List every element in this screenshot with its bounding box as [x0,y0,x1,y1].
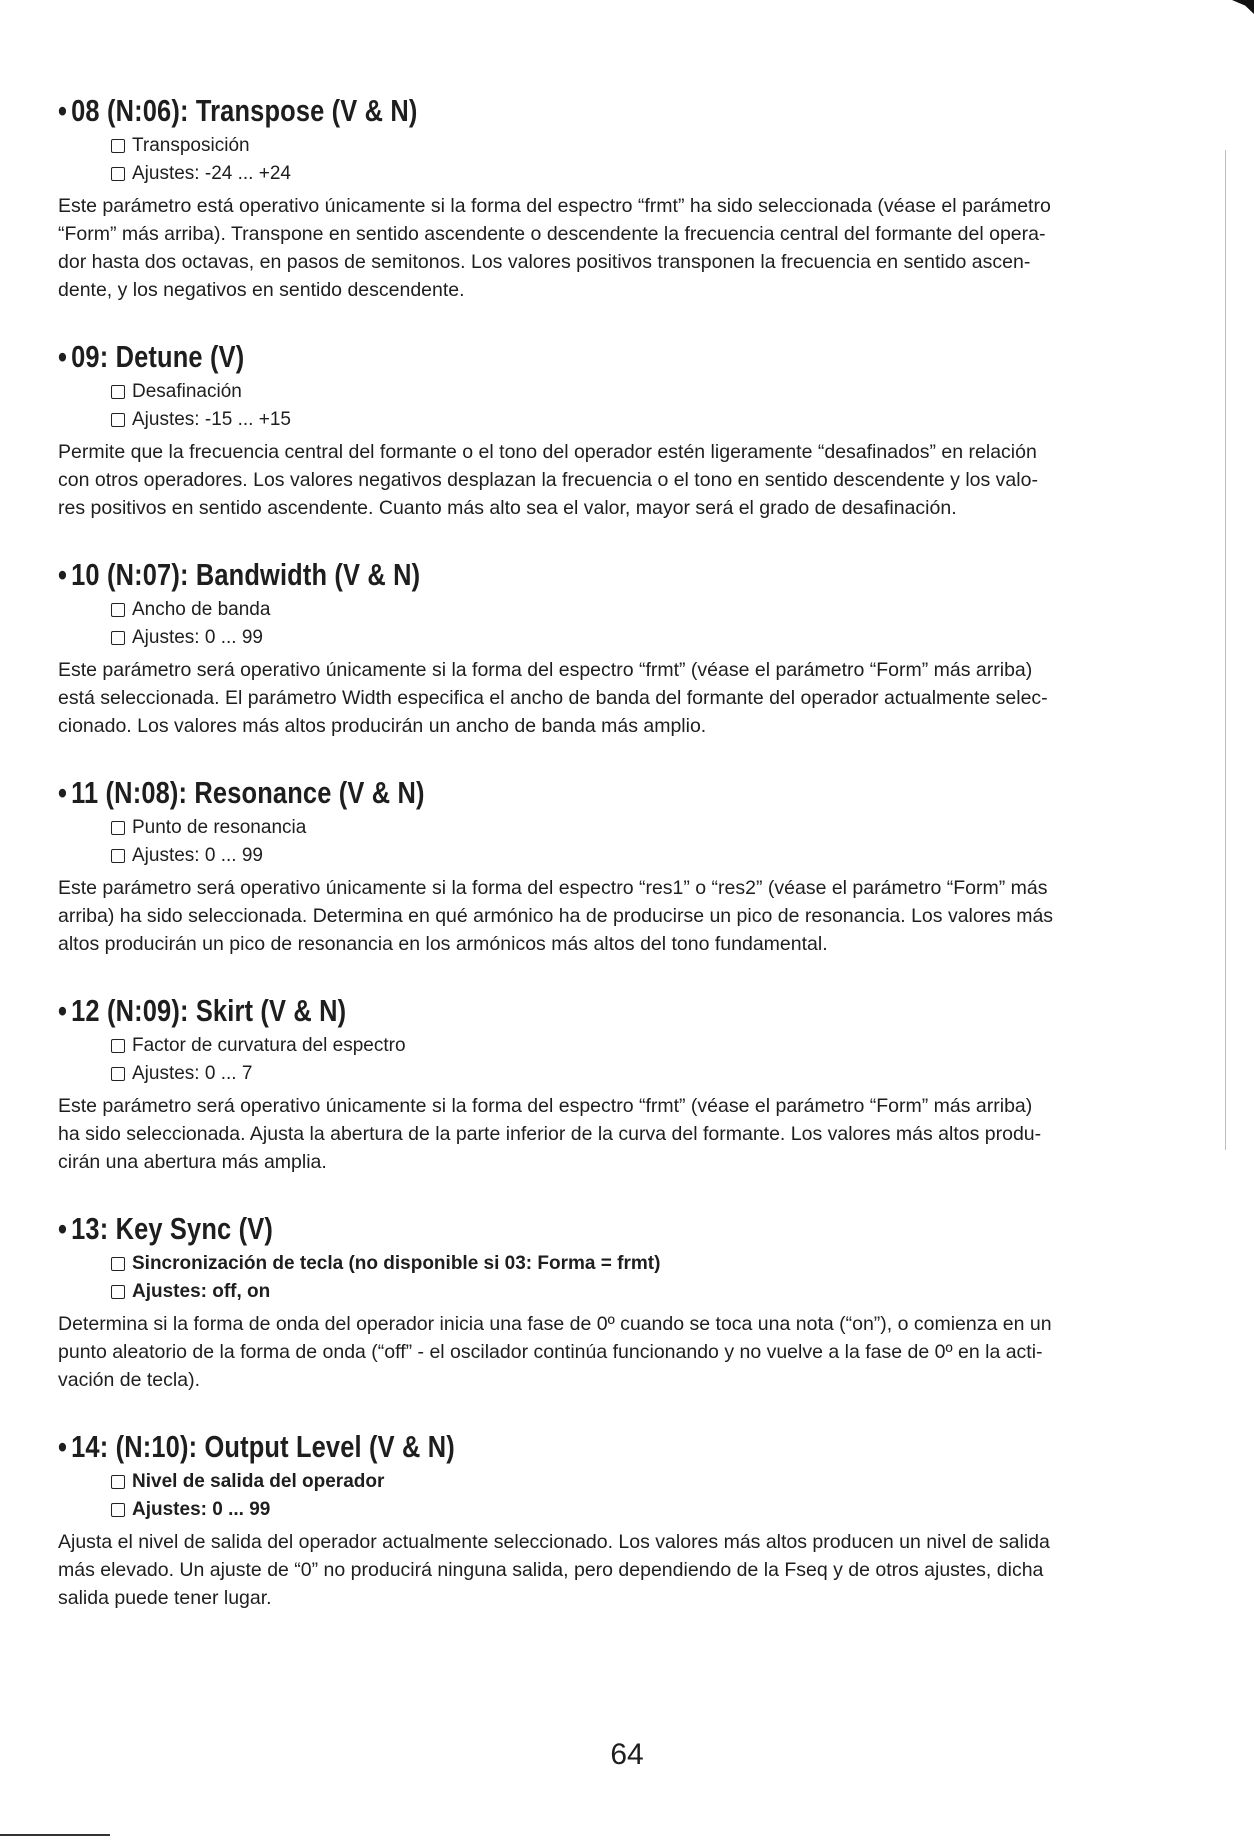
sub-item [111,624,1198,652]
sub-item-text: Sincronización de tecla (no disponible si 03: Forma = frmt) [132,1253,661,1274]
checkbox-icon [111,1475,125,1489]
bullet-icon: • [58,775,68,810]
section-body: Este parámetro será operativo únicamente si la forma del espectro “frmt” (véase el parámetro “Form” más arriba) está seleccionada. El parámetro Width especifica el ancho de banda del formante del operador actualmente selec- cionado. Los valores más altos producirán un ancho de banda más amplio. [58,659,1048,737]
sub-item [111,814,1198,842]
bullet-icon: • [58,339,68,374]
sub-item-text: Ajustes: off, on [132,1281,271,1302]
sub-item-text: Transposición [132,135,250,156]
section-transpose [58,92,1198,304]
checkbox-icon [111,631,125,645]
section-heading [58,1428,993,1466]
sub-item-text: Nivel de salida del operador [132,1471,385,1492]
checkbox-icon [111,1257,125,1271]
section-heading [58,1210,993,1248]
heading-text: 10 (N:07): Bandwidth (V & N) [71,557,421,592]
section-heading [58,92,993,130]
page-edge-line [1225,150,1226,1150]
section-heading [58,338,993,376]
checkbox-icon [111,849,125,863]
bullet-icon: • [58,993,68,1028]
sub-item [111,406,1198,434]
section-body: Este parámetro será operativo únicamente si la forma del espectro “res1” o “res2” (véase el parámetro “Form” más arriba) ha sido seleccionada. Determina en qué armónico ha de producirse un pico de resonancia. Los valores más altos producirán un pico de resonancia en los armónicos más altos del tono fundamental. [58,877,1054,955]
checkbox-icon [111,1067,125,1081]
heading-text: 11 (N:08): Resonance (V & N) [71,775,425,810]
section-heading [58,774,993,812]
bullet-icon: • [58,1429,68,1464]
checkbox-icon [111,1285,125,1299]
sub-list [111,1468,1198,1524]
sub-item-text: Ajustes: 0 ... 99 [132,627,263,648]
sub-item [111,132,1198,160]
checkbox-icon [111,167,125,181]
sub-item [111,1278,1198,1306]
sub-item-text: Ajustes: -15 ... +15 [132,409,291,430]
sub-item [111,1032,1198,1060]
section-body: Este parámetro está operativo únicamente si la forma del espectro “frmt” ha sido seleccionada (véase el parámetro “Form” más arriba). Transpone en sentido ascendente o descendente la frecuencia central del formante del opera- dor hasta dos octavas, en pasos de semitonos. Los valores positivos transponen la frecuencia en sentido ascen- dente, y los negativos en sentido descendente. [58,195,1051,301]
section-body: Determina si la forma de onda del operador inicia una fase de 0º cuando se toca una nota (“on”), o comienza en un punto aleatorio de la forma de onda (“off” - el oscilador continúa funcionando y no vuelve a la fase de 0º en la acti- vación de tecla). [58,1313,1052,1391]
heading-text: 13: Key Sync (V) [71,1211,273,1246]
sub-list [111,132,1198,188]
heading-text: 09: Detune (V) [71,339,245,374]
sub-list [111,1032,1198,1088]
section-output-level [58,1428,1198,1612]
sub-item-text: Ajustes: 0 ... 99 [132,1499,271,1520]
section-body: Permite que la frecuencia central del formante o el tono del operador estén ligeramente “desafinados” en relación con otros operadores. Los valores negativos desplazan la frecuencia o el tono en sentido descendente y los valo- res positivos en sentido ascendente. Cuanto más alto sea el valor, mayor será el grado de desafinación. [58,441,1038,519]
checkbox-icon [111,413,125,427]
section-heading [58,556,993,594]
section-body: Ajusta el nivel de salida del operador actualmente seleccionado. Los valores más altos producen un nivel de salida más elevado. Un ajuste de “0” no producirá ninguna salida, pero dependiendo de la Fseq y de otros ajustes, dicha salida puede tener lugar. [58,1531,1050,1609]
heading-text: 14: (N:10): Output Level (V & N) [71,1429,455,1464]
section-resonance [58,774,1198,958]
section-bandwidth [58,556,1198,740]
sub-item [111,378,1198,406]
sub-item [111,1250,1198,1278]
checkbox-icon [111,1039,125,1053]
section-key-sync [58,1210,1198,1394]
section-detune [58,338,1198,522]
sub-list [111,814,1198,870]
sub-item-text: Punto de resonancia [132,817,307,838]
heading-text: 12 (N:09): Skirt (V & N) [71,993,347,1028]
bullet-icon: • [58,1211,68,1246]
sub-item-text: Ajustes: -24 ... +24 [132,163,291,184]
sub-item [111,1496,1198,1524]
checkbox-icon [111,1503,125,1517]
sub-list [111,378,1198,434]
page-number: 64 [610,1738,644,1771]
sub-item-text: Factor de curvatura del espectro [132,1035,406,1056]
section-heading [58,992,993,1030]
sub-item [111,160,1198,188]
sub-item-text: Ajustes: 0 ... 7 [132,1063,253,1084]
section-skirt [58,992,1198,1176]
bottom-rule [0,1834,110,1836]
heading-text: 08 (N:06): Transpose (V & N) [71,93,418,128]
sub-item-text: Ajustes: 0 ... 99 [132,845,263,866]
sub-item [111,842,1198,870]
bullet-icon: • [58,557,68,592]
checkbox-icon [111,603,125,617]
bullet-icon: • [58,93,68,128]
sub-item [111,596,1198,624]
page-content [58,92,1198,1646]
sub-item [111,1060,1198,1088]
sub-item-text: Desafinación [132,381,242,402]
corner-crop-mark [1232,0,1254,14]
checkbox-icon [111,385,125,399]
sub-list [111,596,1198,652]
sub-item [111,1468,1198,1496]
sub-list [111,1250,1198,1306]
section-body: Este parámetro será operativo únicamente si la forma del espectro “frmt” (véase el parámetro “Form” más arriba) ha sido seleccionada. Ajusta la abertura de la parte inferior de la curva del formante. Los valores más altos produ- cirán una abertura más amplia. [58,1095,1042,1173]
checkbox-icon [111,139,125,153]
checkbox-icon [111,821,125,835]
sub-item-text: Ancho de banda [132,599,271,620]
